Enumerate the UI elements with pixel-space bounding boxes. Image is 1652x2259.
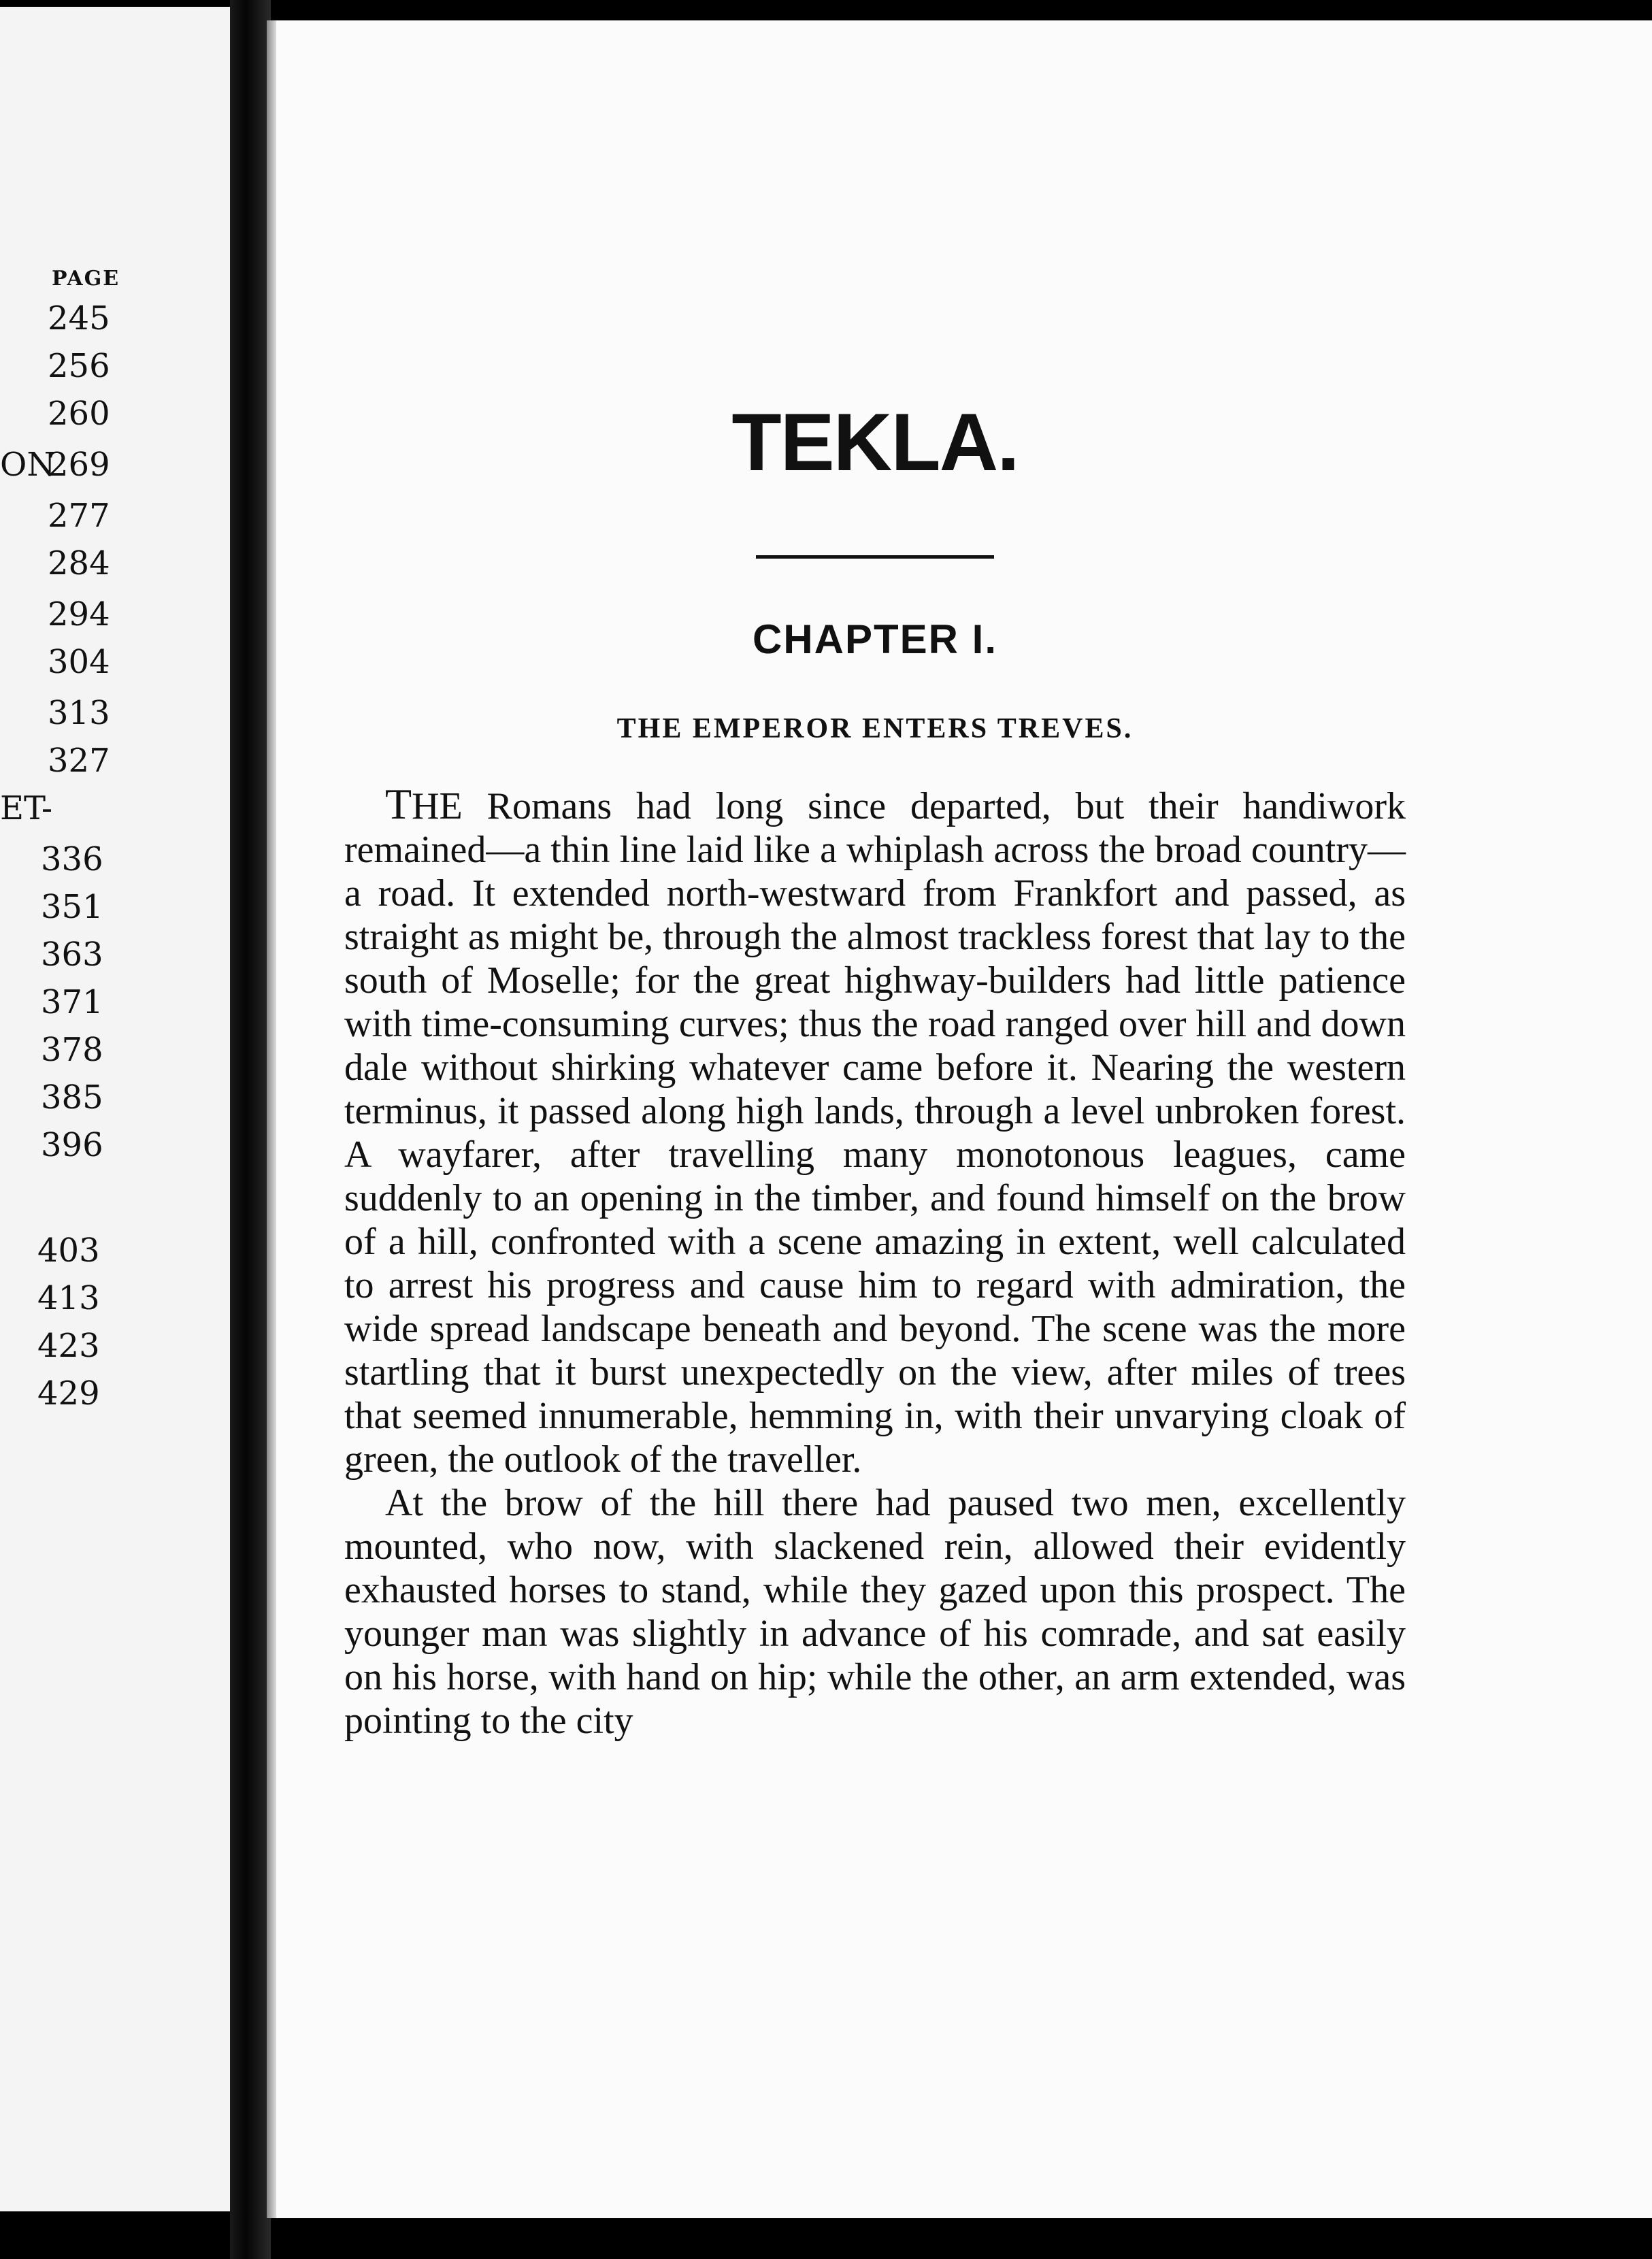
toc-row (0, 1232, 204, 1279)
toc-row (0, 1279, 204, 1327)
toc-fragment: ET- (0, 789, 53, 827)
toc-page-number: 313 (48, 694, 110, 732)
paragraph: At the brow of the hill there had paused two men, excellently mounted, who now, with slackened rein, allowed their evidently exhausted horses to stand, while they gazed upon this prospect. The younger man was slightly in advance of his comrade, and sat easily on his horse, with hand on hip; while the other, an arm extended, was pointing to the city (344, 1482, 1406, 1742)
toc-page-number: 385 (41, 1078, 103, 1117)
toc-row (0, 347, 204, 395)
toc-page-label: PAGE (52, 267, 120, 291)
right-page (276, 20, 1652, 2218)
toc-page-number: 245 (48, 299, 110, 337)
toc-page-number: 294 (48, 595, 110, 633)
paragraph: THE Romans had long since departed, but their handiwork remained—a thin line laid like a whiplash across the broad country—a road. It extended north-westward from Frankfort and passed, as straight as might be, through the almost trackless forest that lay to the south of Moselle; for the great highway-builders had little patience with time-consuming curves; thus the road ranged over hill and down dale without shirking whatever came before it. Nearing the western terminus, it passed along high lands, through a level unbroken forest. A wayfarer, after travelling many monotonous leagues, came suddenly to an opening in the timber, and found himself on the brow of a hill, confronted with a scene amazing in extent, well calculated to arrest his progress and cause him to regard with admiration, the wide spread landscape beneath and beyond. The scene was the more startling that it burst unexpectedly on the view, after miles of trees that seemed innumerable, hemming in, with their unvarying cloak of green, the outlook of the traveller. (344, 780, 1406, 1481)
chapter-heading: CHAPTER I. (752, 616, 998, 662)
toc-page-number: 403 (37, 1232, 100, 1270)
left-page (0, 7, 231, 2211)
toc-row (0, 299, 204, 347)
toc-page-number: 351 (41, 888, 103, 926)
toc-row (0, 446, 204, 493)
toc-row (0, 694, 204, 742)
toc-page-number: 336 (41, 840, 103, 878)
toc-page-number: 413 (37, 1279, 100, 1317)
toc-page-number: 256 (48, 347, 110, 385)
toc-row (0, 888, 204, 936)
toc-row (0, 595, 204, 643)
chapter-subtitle: THE EMPEROR ENTERS TREVES. (616, 713, 1134, 744)
toc-page-number: 378 (41, 1031, 103, 1069)
toc-page-number: 327 (48, 742, 110, 780)
body-text (344, 782, 1406, 1743)
title-rule (756, 555, 994, 559)
toc-page-number: 423 (37, 1327, 100, 1365)
toc-row (0, 643, 204, 691)
toc-row (0, 1374, 204, 1422)
toc-row (0, 983, 204, 1031)
page-edge (267, 20, 276, 2218)
toc-row (0, 742, 204, 789)
toc-row (0, 544, 204, 592)
toc-row (0, 1031, 204, 1078)
toc-row (0, 395, 204, 442)
book-title: TEKLA. (731, 397, 1019, 488)
toc-row (0, 1078, 204, 1126)
toc-row (0, 1126, 204, 1174)
toc-page-number: 363 (41, 936, 103, 974)
toc-page-number: 269 (48, 446, 110, 484)
toc-row (0, 840, 204, 888)
toc-page-number: 284 (48, 544, 110, 582)
book-gutter (230, 0, 271, 2259)
toc-row (0, 1327, 204, 1374)
toc-page-number: 396 (41, 1126, 103, 1164)
toc-fragment: ON (0, 446, 56, 484)
toc-page-number: 277 (48, 497, 110, 535)
toc-row (0, 497, 204, 544)
toc-page-number: 371 (41, 983, 103, 1021)
toc-row (0, 1174, 204, 1221)
toc-row (0, 789, 204, 837)
toc-page-number: 429 (37, 1374, 100, 1413)
toc-page-number: 304 (48, 643, 110, 681)
toc-page-number: 260 (48, 395, 110, 433)
toc-row (0, 936, 204, 983)
